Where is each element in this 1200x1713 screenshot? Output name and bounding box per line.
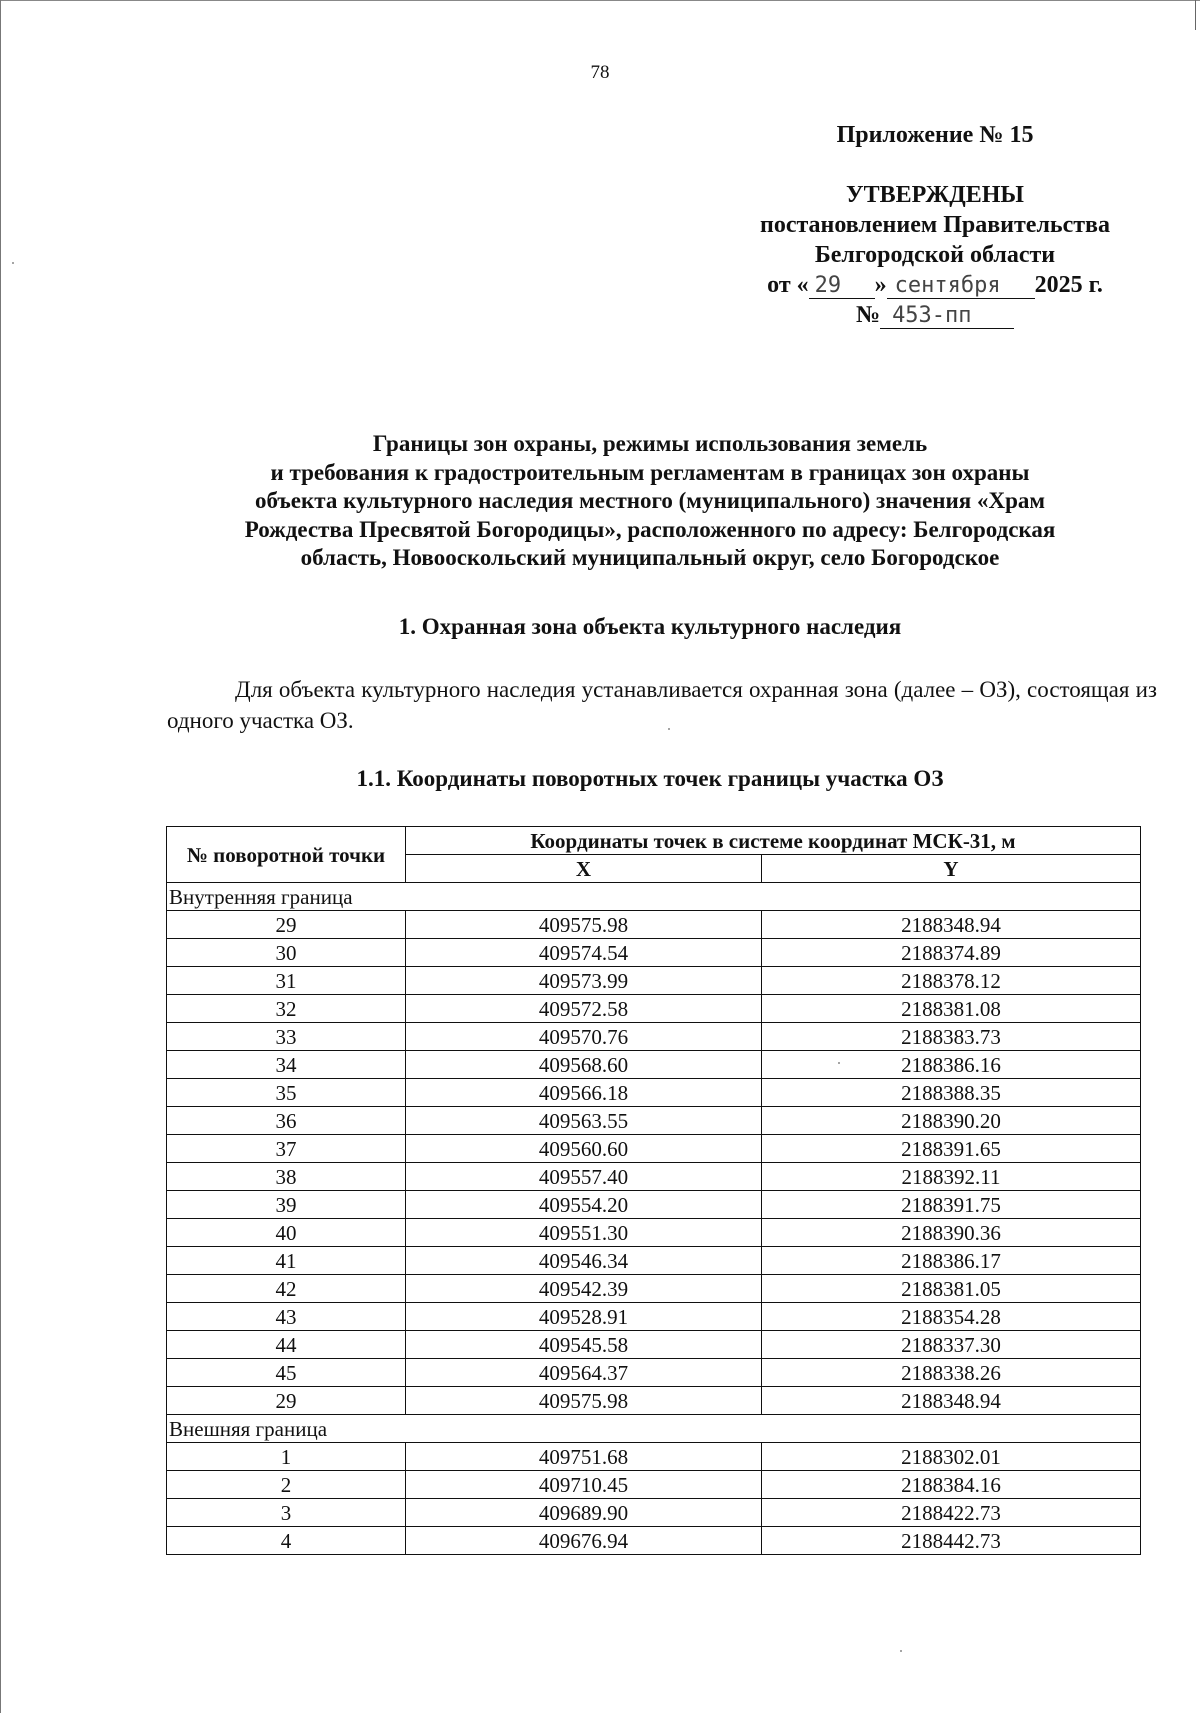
table-row [167,1191,1141,1219]
y-coordinate-cell: 2188378.12 [762,967,1141,995]
table-row [167,1219,1141,1247]
table-row [167,1247,1141,1275]
table-row [167,1303,1141,1331]
x-coordinate-cell: 409568.60 [406,1051,762,1079]
table-row [167,1135,1141,1163]
approval-block [730,180,1140,330]
coordinates-table [166,826,1141,1555]
title-line-1: Границы зон охраны, режимы использования земель [372,431,928,456]
y-coordinate-cell: 2188348.94 [762,911,1141,939]
paragraph-text: Для объекта культурного наследия устанавливается охранная зона (далее – ОЗ), состоящая из одного участка ОЗ. [167,677,1157,733]
header-y: Y [762,855,1141,883]
x-coordinate-cell: 409574.54 [406,939,762,967]
date-suffix: 2025 г. [1034,272,1103,298]
table-row [167,1051,1141,1079]
y-coordinate-cell: 2188386.16 [762,1051,1141,1079]
table-row [167,1443,1141,1471]
table-row [167,1499,1141,1527]
date-prefix: от « [767,272,809,298]
table-row [167,1359,1141,1387]
header-x: X [406,855,762,883]
y-coordinate-cell: 2188302.01 [762,1443,1141,1471]
group-row [167,883,1141,911]
y-coordinate-cell: 2188442.73 [762,1527,1141,1555]
point-number-cell: 1 [167,1443,406,1471]
point-number-cell: 44 [167,1331,406,1359]
x-coordinate-cell: 409751.68 [406,1443,762,1471]
y-coordinate-cell: 2188392.11 [762,1163,1141,1191]
point-number-cell: 31 [167,967,406,995]
table-row [167,967,1141,995]
table-row [167,1471,1141,1499]
header-point-number: № поворотной точки [167,827,406,883]
point-number-cell: 32 [167,995,406,1023]
table-row [167,1527,1141,1555]
point-number-cell: 39 [167,1191,406,1219]
x-coordinate-cell: 409563.55 [406,1107,762,1135]
y-coordinate-cell: 2188390.20 [762,1107,1141,1135]
point-number-cell: 42 [167,1275,406,1303]
x-coordinate-cell: 409564.37 [406,1359,762,1387]
y-coordinate-cell: 2188422.73 [762,1499,1141,1527]
point-number-cell: 33 [167,1023,406,1051]
point-number-cell: 37 [167,1135,406,1163]
y-coordinate-cell: 2188381.05 [762,1275,1141,1303]
x-coordinate-cell: 409570.76 [406,1023,762,1051]
x-coordinate-cell: 409573.99 [406,967,762,995]
group-label: Внутренняя граница [167,883,1141,911]
point-number-cell: 2 [167,1471,406,1499]
date-day-field: 29 [809,274,875,299]
scan-speck [12,262,14,264]
point-number-cell: 34 [167,1051,406,1079]
approval-line-2: Белгородской области [814,242,1056,268]
group-label: Внешняя граница [167,1415,1141,1443]
y-coordinate-cell: 2188390.36 [762,1219,1141,1247]
group-row [167,1415,1141,1443]
y-coordinate-cell: 2188384.16 [762,1471,1141,1499]
x-coordinate-cell: 409546.34 [406,1247,762,1275]
y-coordinate-cell: 2188338.26 [762,1359,1141,1387]
point-number-cell: 29 [167,1387,406,1415]
date-mid: » [874,272,887,298]
point-number-cell: 30 [167,939,406,967]
scan-edge-left [0,0,1,1713]
scan-speck [668,728,670,730]
table-row [167,1331,1141,1359]
table-row [167,995,1141,1023]
point-number-cell: 4 [167,1527,406,1555]
title-line-4: Рождества Пресвятой Богородицы», расположенного по адресу: Белгородская [244,516,1056,542]
document-title [150,430,1150,573]
approved-heading: УТВЕРЖДЕНЫ [846,182,1024,208]
title-line-2: и требования к градостроительным регламентам в границах зон охраны [270,459,1030,485]
header-coordinates: Координаты точек в системе координат МСК-31, м [406,827,1141,855]
approval-date [730,270,1140,300]
y-coordinate-cell: 2188391.75 [762,1191,1141,1219]
point-number-cell: 45 [167,1359,406,1387]
point-number-cell: 35 [167,1079,406,1107]
y-coordinate-cell: 2188388.35 [762,1079,1141,1107]
point-number-cell: 36 [167,1107,406,1135]
x-coordinate-cell: 409554.20 [406,1191,762,1219]
x-coordinate-cell: 409566.18 [406,1079,762,1107]
x-coordinate-cell: 409575.98 [406,1387,762,1415]
section-1-heading: 1. Охранная зона объекта культурного наследия [398,614,902,639]
table-row [167,1275,1141,1303]
date-month-field: сентября [887,274,1035,299]
table-row [167,1079,1141,1107]
approval-line-1: постановлением Правительства [759,212,1110,238]
y-coordinate-cell: 2188337.30 [762,1331,1141,1359]
table-row [167,1107,1141,1135]
scan-speck [838,1062,840,1064]
x-coordinate-cell: 409572.58 [406,995,762,1023]
point-number-cell: 29 [167,911,406,939]
scan-edge-top [0,0,1200,1]
x-coordinate-cell: 409689.90 [406,1499,762,1527]
number-field: 453-пп [880,304,1014,329]
x-coordinate-cell: 409676.94 [406,1527,762,1555]
point-number-cell: 3 [167,1499,406,1527]
y-coordinate-cell: 2188374.89 [762,939,1141,967]
title-line-5: область, Новооскольский муниципальный округ, село Богородское [300,545,1000,570]
appendix-label: Приложение № 15 [836,122,1034,148]
page-number: 78 [590,62,610,83]
table-row [167,911,1141,939]
x-coordinate-cell: 409710.45 [406,1471,762,1499]
point-number-cell: 43 [167,1303,406,1331]
table-row [167,939,1141,967]
y-coordinate-cell: 2188381.08 [762,995,1141,1023]
scan-edge-right [1195,0,1196,30]
y-coordinate-cell: 2188354.28 [762,1303,1141,1331]
y-coordinate-cell: 2188386.17 [762,1247,1141,1275]
table-row [167,1023,1141,1051]
x-coordinate-cell: 409551.30 [406,1219,762,1247]
x-coordinate-cell: 409557.40 [406,1163,762,1191]
number-prefix: № [855,302,881,328]
x-coordinate-cell: 409560.60 [406,1135,762,1163]
x-coordinate-cell: 409575.98 [406,911,762,939]
y-coordinate-cell: 2188391.65 [762,1135,1141,1163]
y-coordinate-cell: 2188348.94 [762,1387,1141,1415]
scan-speck [900,1650,902,1652]
point-number-cell: 38 [167,1163,406,1191]
section-1-paragraph [167,674,1157,736]
title-line-3: объекта культурного наследия местного (муниципального) значения «Храм [254,488,1046,513]
x-coordinate-cell: 409542.39 [406,1275,762,1303]
approval-number [730,300,1140,330]
point-number-cell: 41 [167,1247,406,1275]
x-coordinate-cell: 409528.91 [406,1303,762,1331]
point-number-cell: 40 [167,1219,406,1247]
x-coordinate-cell: 409545.58 [406,1331,762,1359]
table-body [167,883,1141,1555]
table-row [167,1387,1141,1415]
y-coordinate-cell: 2188383.73 [762,1023,1141,1051]
subsection-heading: 1.1. Координаты поворотных точек границы участка ОЗ [356,766,944,791]
table-row [167,1163,1141,1191]
